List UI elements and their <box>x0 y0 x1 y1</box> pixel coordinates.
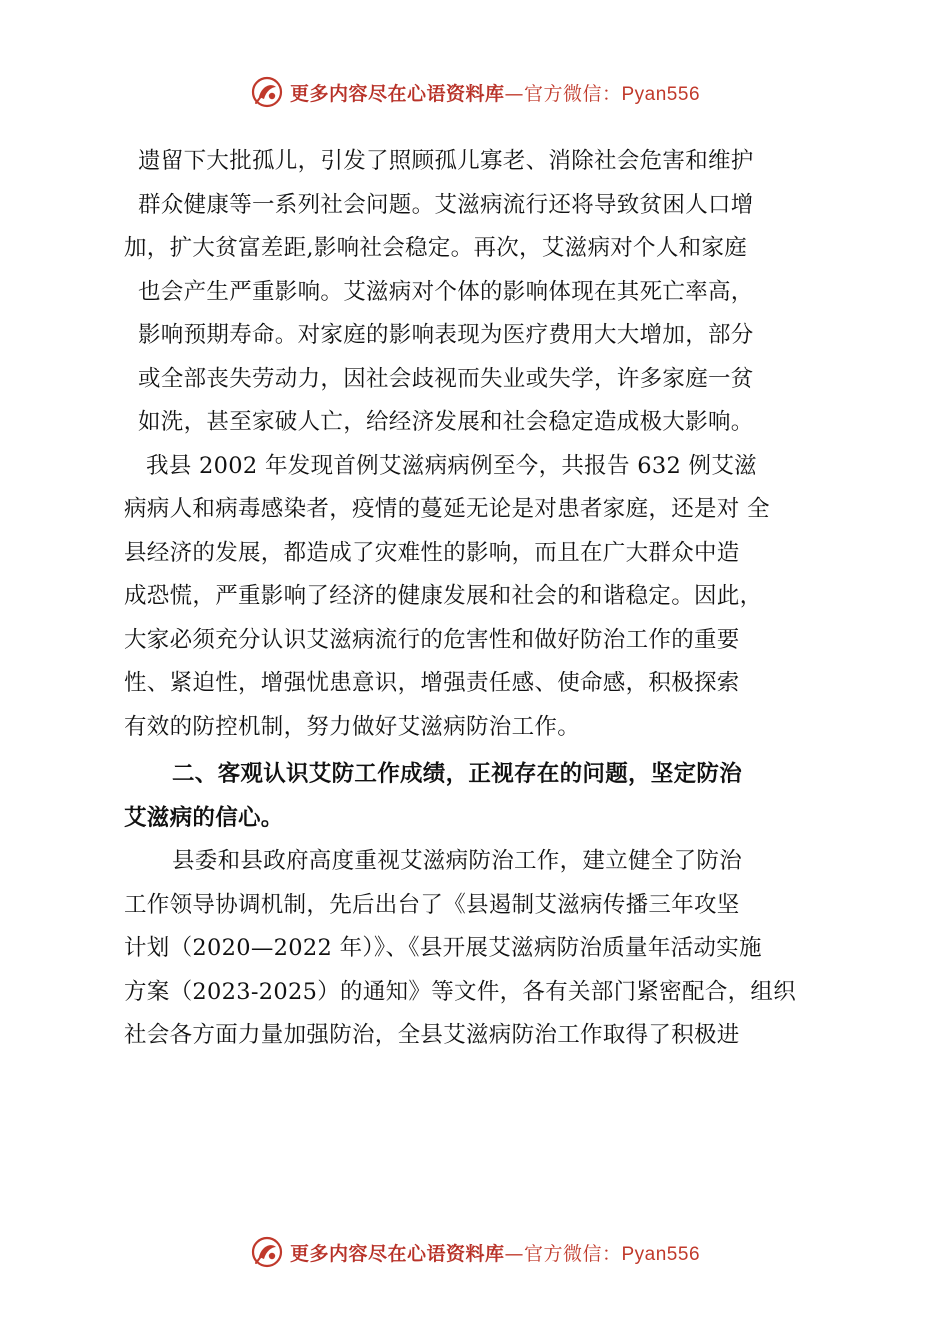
text-line: 县经济的发展，都造成了灾难性的影响，而且在广大群众中造 <box>124 539 740 566</box>
text-line: 县委和县政府高度重视艾滋病防治工作，建立健全了防治 <box>172 848 743 874</box>
text-line: 我县 2002 年发现首例艾滋病病例至今，共报告 632 例艾滋 <box>146 452 757 479</box>
text-line: 成恐慌，严重影响了经济的健康发展和社会的和谐稳定。因此， <box>124 583 763 609</box>
text-line: 大家必须充分认识艾滋病流行的危害性和做好防治工作的重要 <box>124 626 740 653</box>
section-heading-2 <box>124 753 836 840</box>
text-line: 方案（2023-2025）的通知》等文件，各有关部门紧密配合，组织 <box>124 978 797 1005</box>
text-line: 艾滋病的信心。 <box>124 804 284 831</box>
watermark-footer <box>0 1232 950 1272</box>
text-line: 加，扩大贫富差距,影响社会稳定。再次，艾滋病对个人和家庭 <box>124 235 748 261</box>
text-line: 群众健康等一系列社会问题。艾滋病流行还将导致贫困人口增 <box>138 191 754 218</box>
text-line: 或全部丧失劳动力，因社会歧视而失业或失学，许多家庭一贫 <box>138 365 754 392</box>
text-line: 性、紧迫性，增强忧患意识，增强责任感、使命感，积极探索 <box>124 670 740 696</box>
brand-logo-icon <box>250 1235 284 1269</box>
text-line: 二、客观认识艾防工作成绩，正视存在的问题，坚定防治 <box>172 761 743 787</box>
watermark-header <box>0 72 950 112</box>
paragraph-impact <box>124 140 836 749</box>
text-line: 社会各方面力量加强防治，全县艾滋病防治工作取得了积极进 <box>124 1022 740 1048</box>
text-line: 病病人和病毒感染者，疫情的蔓延无论是对患者家庭，还是对 全 <box>124 496 770 522</box>
text-line: 计划（2020—2022 年）》、《县开展艾滋病防治质量年活动实施 <box>124 935 762 961</box>
watermark-text: 更多内容尽在心语资料库—官方微信：Pyan556 <box>289 1242 701 1265</box>
text-line: 遗留下大批孤儿，引发了照顾孤儿寡老、消除社会危害和维护 <box>138 148 754 174</box>
text-line: 也会产生严重影响。艾滋病对个体的影响体现在其死亡率高， <box>138 278 754 305</box>
text-line: 工作领导协调机制，先后出台了《县遏制艾滋病传播三年攻坚 <box>124 891 740 918</box>
watermark-text: 更多内容尽在心语资料库—官方微信：Pyan556 <box>289 82 701 105</box>
document-body <box>124 140 836 1058</box>
text-line: 如洗，甚至家破人亡，给经济发展和社会稳定造成极大影响。 <box>138 409 754 435</box>
brand-logo-icon <box>250 75 284 109</box>
text-line: 影响预期寿命。对家庭的影响表现为医疗费用大大增加，部分 <box>138 322 754 348</box>
text-line: 有效的防控机制，努力做好艾滋病防治工作。 <box>124 713 581 740</box>
paragraph-achievements <box>124 840 836 1058</box>
